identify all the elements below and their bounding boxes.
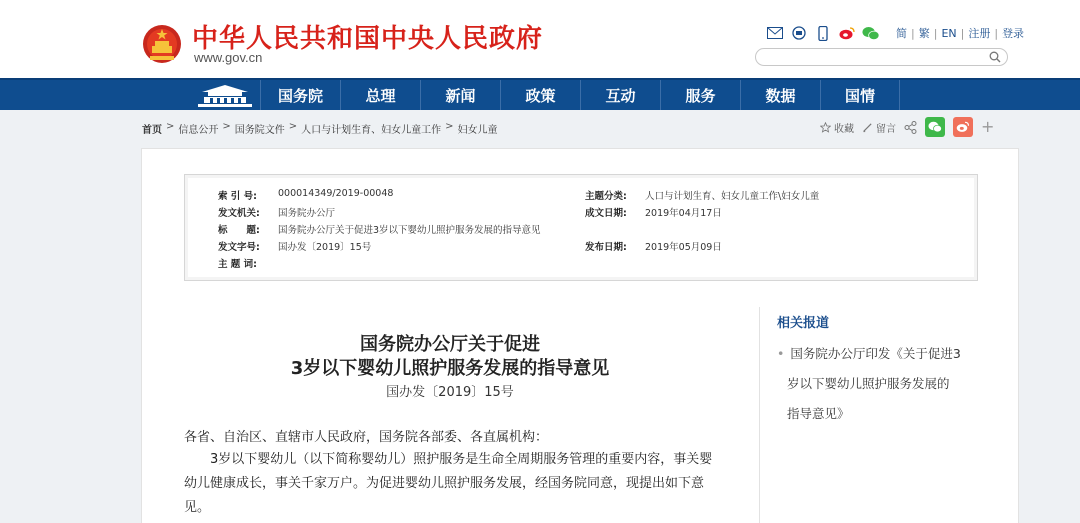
nav-item-state-council[interactable]: 国务院 [260, 80, 340, 110]
nav-item-data[interactable]: 数据 [740, 80, 820, 110]
meta-index-label: 索 引 号: [218, 191, 257, 202]
nav-item-premier[interactable]: 总理 [340, 80, 420, 110]
meta-issuer-label: 发文机关: [218, 208, 260, 219]
wechat-icon [928, 121, 942, 133]
document-number: 国办发〔2019〕15号 [386, 385, 514, 400]
meta-title-row [218, 222, 541, 236]
pen-icon [862, 122, 873, 133]
meta-docno-label: 发文字号: [218, 242, 260, 253]
share-weibo-button[interactable] [953, 117, 973, 137]
meta-docno-value: 国办发〔2019〕15号 [278, 242, 372, 253]
breadcrumb-home[interactable]: 首页 [142, 125, 162, 136]
app-icon[interactable] [790, 25, 808, 41]
login-link[interactable]: 登录 [1002, 27, 1025, 40]
language-links: 简 | 繁 | EN | 注册 | 登录 [892, 25, 1028, 41]
document-meta-table [184, 174, 978, 281]
nav-items [260, 80, 900, 110]
site-header [0, 0, 1080, 78]
meta-published-row [585, 239, 722, 253]
breadcrumb: 首页 > 信息公开 > 国务院文件 > 人口与计划生育、妇女儿童工作 > 妇女儿童 [142, 121, 498, 136]
meta-topic-row [585, 188, 819, 202]
lang-english-link[interactable]: EN [941, 26, 957, 40]
meta-topic-value: 人口与计划生育、妇女儿童工作\妇女儿童 [645, 191, 820, 202]
share-tools [820, 117, 994, 137]
site-title[interactable]: 中华人民共和国中央人民政府 [192, 24, 544, 54]
star-icon [820, 122, 831, 133]
nav-item-interaction[interactable]: 互动 [580, 80, 660, 110]
breadcrumb-women-children[interactable]: 妇女儿童 [457, 125, 498, 136]
favorite-label: 收藏 [834, 123, 854, 135]
nav-item-services[interactable]: 服务 [660, 80, 740, 110]
meta-published-value: 2019年05月09日 [645, 242, 722, 253]
meta-written-value: 2019年04月17日 [645, 208, 722, 219]
lang-simplified-link[interactable]: 简 [896, 27, 907, 40]
related-report-link[interactable]: • 国务院办公厅印发《关于促进3 岁以下婴幼儿照护服务发展的 指导意见》 [777, 339, 997, 429]
meta-issuer-value: 国务院办公厅 [278, 208, 336, 219]
document-paragraph-line1: 3岁以下婴幼儿（以下简称婴幼儿）照护服务是生命全周期服务管理的重要内容，事关婴 [210, 452, 713, 467]
search-icon[interactable] [989, 51, 1001, 63]
share-link-icon[interactable] [904, 121, 917, 134]
meta-title-label: 标 题: [218, 225, 260, 236]
national-emblem-icon[interactable] [142, 22, 182, 66]
register-link[interactable]: 注册 [968, 27, 991, 40]
meta-published-label: 发布日期: [585, 242, 627, 253]
document-paragraph-line2: 幼儿健康成长，事关千家万户。为促进婴幼儿照护服务发展，经国务院同意，现提出如下意 [184, 476, 705, 491]
breadcrumb-state-council-docs[interactable]: 国务院文件 [234, 125, 285, 136]
breadcrumb-population-category[interactable]: 人口与计划生育、妇女儿童工作 [301, 125, 442, 136]
more-share-icon[interactable]: + [981, 117, 995, 136]
related-item-line2: 岁以下婴幼儿照护服务发展的 [787, 376, 950, 391]
meta-docno-row [218, 239, 371, 253]
sidebar-divider [759, 307, 760, 523]
meta-written-label: 成文日期: [585, 208, 627, 219]
site-url[interactable]: www.gov.cn [194, 50, 263, 65]
meta-written-row [585, 205, 722, 219]
main-nav [0, 78, 1080, 110]
related-item-line1: 国务院办公厅印发《关于促进3 [790, 346, 961, 361]
mail-icon[interactable] [766, 25, 784, 41]
search-input[interactable] [755, 48, 1008, 66]
content-panel [141, 148, 1019, 523]
nav-item-news[interactable]: 新闻 [420, 80, 500, 110]
related-item-line3: 指导意见》 [787, 406, 850, 421]
nav-item-national-info[interactable]: 国情 [820, 80, 900, 110]
weibo-icon[interactable] [838, 25, 856, 41]
comment-button[interactable] [862, 120, 896, 135]
meta-issuer-row [218, 205, 335, 219]
top-tools [766, 24, 1028, 42]
document-paragraph-line3: 见。 [184, 500, 211, 515]
share-wechat-button[interactable] [925, 117, 945, 137]
comment-label: 留言 [876, 123, 896, 135]
meta-index-row [218, 188, 393, 202]
lang-traditional-link[interactable]: 繁 [918, 27, 930, 40]
meta-keywords-row [218, 256, 278, 270]
wechat-icon[interactable] [862, 25, 880, 41]
document-title-line1: 国务院办公厅关于促进 [360, 334, 540, 355]
nav-item-policy[interactable]: 政策 [500, 80, 580, 110]
tiananmen-logo-icon[interactable] [192, 82, 258, 110]
meta-keywords-label: 主 题 词: [218, 259, 257, 270]
mobile-icon[interactable] [814, 25, 832, 41]
meta-topic-label: 主题分类: [585, 191, 627, 202]
weibo-icon [956, 121, 970, 133]
breadcrumb-info-disclosure[interactable]: 信息公开 [178, 125, 219, 136]
meta-title-value: 国务院办公厅关于促进3岁以下婴幼儿照护服务发展的指导意见 [278, 225, 541, 236]
favorite-button[interactable] [820, 120, 854, 135]
document-salutation: 各省、自治区、直辖市人民政府，国务院各部委、各直属机构： [184, 430, 549, 445]
meta-index-value: 000014349/2019-00048 [278, 188, 394, 199]
document-title-line2: 3岁以下婴幼儿照护服务发展的指导意见 [290, 358, 610, 379]
related-reports-title: 相关报道 [777, 316, 830, 331]
